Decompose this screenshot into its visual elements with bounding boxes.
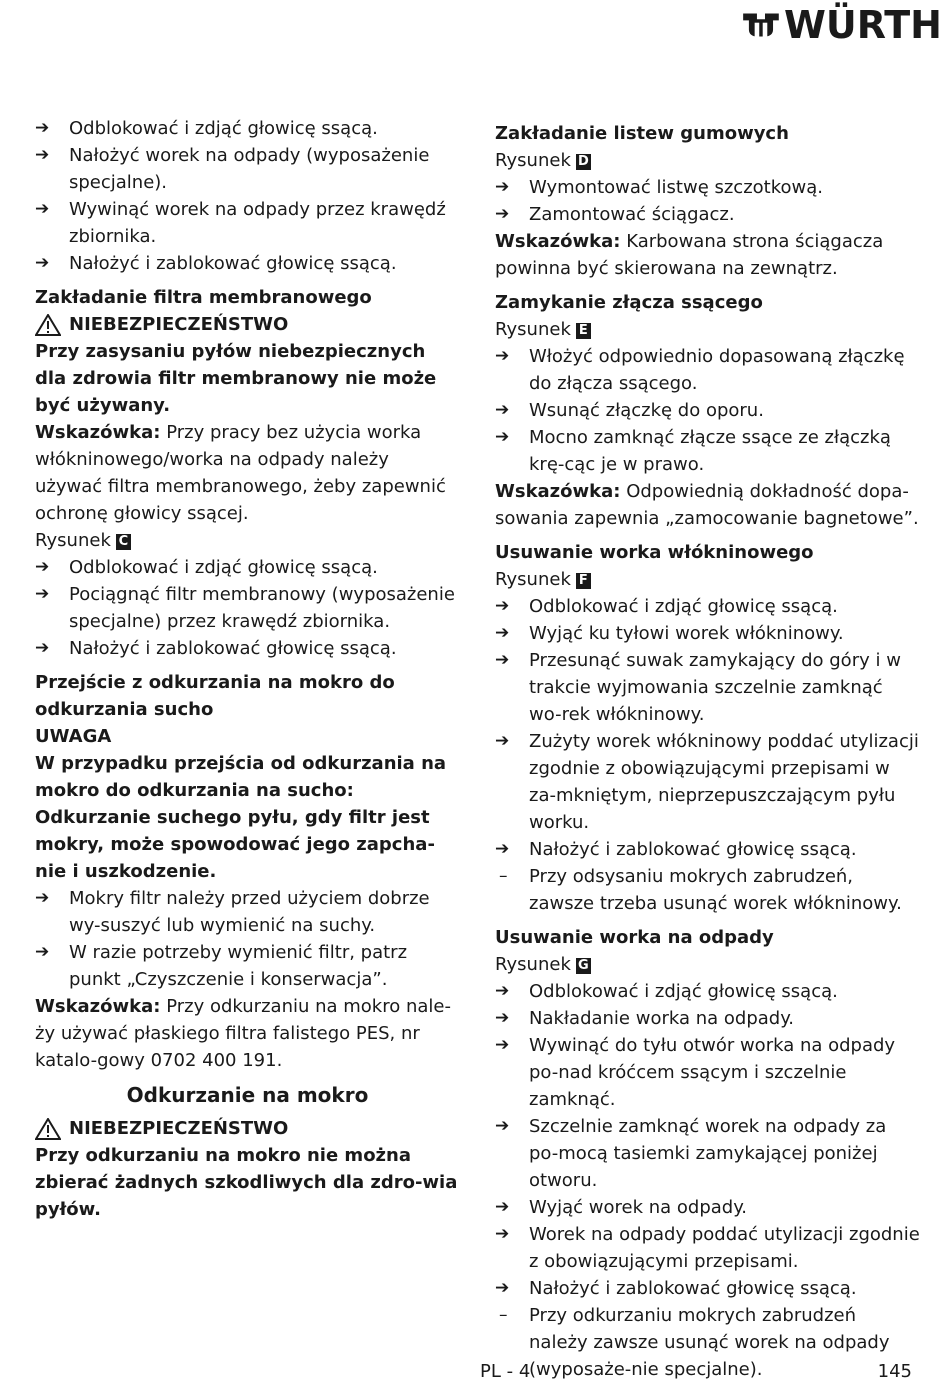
list-item: ➔ Pociągnąć filtr membranowy (wyposażenie specjalne) przez krawędź zbiornika. xyxy=(35,581,460,635)
arrow-icon: ➔ xyxy=(35,145,50,165)
list-item: – Przy odkurzaniu mokrych zabrudzeń należy zawsze usunąć worek na odpady (wyposaże-nie specjalne). xyxy=(495,1302,920,1383)
arrow-icon: ➔ xyxy=(495,623,510,643)
note: Wskazówka: Karbowana strona ściągacza powinna być skierowana na zewnątrz. xyxy=(495,231,884,279)
arrow-icon: ➔ xyxy=(495,650,510,670)
arrow-icon: ➔ xyxy=(35,888,50,908)
arrow-icon: ➔ xyxy=(495,427,510,447)
section-title-wet-to-dry: Przejście z odkurzania na mokro do odkurzania sucho xyxy=(35,672,395,720)
arrow-icon: ➔ xyxy=(495,1278,510,1298)
list-item: ➔ W razie potrzeby wymienić filtr, patrz punkt „Czyszczenie i konserwacja”. xyxy=(35,939,460,993)
note: Wskazówka: Przy odkurzaniu na mokro nale-ży używać płaskiego filtra falistego PES, nr katalo-gowy 0702 400 191. xyxy=(35,996,451,1071)
page-number: 145 xyxy=(877,1361,912,1382)
list-item: ➔ Odblokować i zdjąć głowicę ssącą. xyxy=(35,554,460,581)
arrow-icon: ➔ xyxy=(495,981,510,1001)
right-column xyxy=(495,120,920,1383)
arrow-icon: ➔ xyxy=(495,1224,510,1244)
list-item: ➔ Wywinąć worek na odpady przez krawędź zbiornika. xyxy=(35,196,460,250)
list-item: ➔ Wywinąć do tyłu otwór worka na odpady po-nad króćcem ssącym i szczelnie zamknąć. xyxy=(495,1032,920,1113)
arrow-icon: ➔ xyxy=(495,1035,510,1055)
figure-ref: Rysunek D xyxy=(495,147,920,174)
list-item: ➔ Nałożyć i zablokować głowicę ssącą. xyxy=(495,1275,920,1302)
figure-badge: C xyxy=(116,534,131,550)
arrow-icon: ➔ xyxy=(35,199,50,219)
figure-ref: Rysunek F xyxy=(495,566,920,593)
section-title-fleece-bag: Usuwanie worka włókninowego xyxy=(495,542,814,563)
list-item: ➔ Włożyć odpowiednio dopasowaną złączkę do złącza ssącego. xyxy=(495,343,920,397)
arrow-icon: ➔ xyxy=(35,557,50,577)
steps-list-3 xyxy=(35,885,460,993)
list-item: – Przy odsysaniu mokrych zabrudzeń, zawsze trzeba usunąć worek włókninowy. xyxy=(495,863,920,917)
list-item: ➔ Zamontować ściągacz. xyxy=(495,201,920,228)
list-item: ➔ Nałożyć i zablokować głowicę ssącą. xyxy=(495,836,920,863)
caution-heading: UWAGA xyxy=(35,726,112,747)
note: Wskazówka: Odpowiednią dokładność dopa-sowania zapewnia „zamocowanie bagnetowe”. xyxy=(495,481,919,529)
list-item: ➔ Mocno zamknąć złącze ssące ze złączką krę-cąc je w prawo. xyxy=(495,424,920,478)
arrow-icon: ➔ xyxy=(495,1008,510,1028)
steps-list-1 xyxy=(35,115,460,277)
danger-heading: NIEBEZPIECZEŃSTWO xyxy=(35,311,460,338)
danger-heading: NIEBEZPIECZEŃSTWO xyxy=(35,1115,460,1142)
arrow-icon: ➔ xyxy=(35,942,50,962)
note: Wskazówka: Przy pracy bez użycia worka włókninowego/worka na odpady należy używać filtra membranowego, żeby zapewnić ochronę głowicy ssącej. xyxy=(35,422,446,524)
list-item: ➔ Nałożyć worek na odpady (wyposażenie specjalne). xyxy=(35,142,460,196)
list-item: ➔ Nałożyć i zablokować głowicę ssącą. xyxy=(35,635,460,662)
dash-bullet: – xyxy=(499,866,508,886)
list-item: ➔ Wsunąć złączkę do oporu. xyxy=(495,397,920,424)
figure-badge: D xyxy=(576,154,591,170)
arrow-icon: ➔ xyxy=(495,839,510,859)
wurth-logo xyxy=(742,2,942,48)
list-item: ➔ Odblokować i zdjąć głowicę ssącą. xyxy=(495,593,920,620)
list-item: ➔ Mokry filtr należy przed użyciem dobrze wy-suszyć lub wymienić na suchy. xyxy=(35,885,460,939)
arrow-icon: ➔ xyxy=(495,177,510,197)
footer-section-number: PL - 4 xyxy=(480,1361,531,1382)
list-item: ➔ Wyjąć worek na odpady. xyxy=(495,1194,920,1221)
arrow-icon: ➔ xyxy=(495,596,510,616)
arrow-icon: ➔ xyxy=(35,638,50,658)
list-item: ➔ Nałożyć i zablokować głowicę ssącą. xyxy=(35,250,460,277)
arrow-icon: ➔ xyxy=(35,584,50,604)
danger-text: Przy zasysaniu pyłów niebezpiecznych dla zdrowia filtr membranowy nie może być używany. xyxy=(35,341,437,416)
list-item: ➔ Worek na odpady poddać utylizacji zgodnie z obowiązującymi przepisami. xyxy=(495,1221,920,1275)
steps-list-2 xyxy=(35,554,460,662)
arrow-icon: ➔ xyxy=(495,400,510,420)
section-title-membrane-filter: Zakładanie filtra membranowego xyxy=(35,287,372,308)
arrow-icon: ➔ xyxy=(495,731,510,751)
left-column xyxy=(35,115,460,1223)
danger-text: Przy odkurzaniu na mokro nie można zbierać żadnych szkodliwych dla zdro-wia pyłów. xyxy=(35,1145,458,1220)
list-item: ➔ Wyjąć ku tyłowi worek włókninowy. xyxy=(495,620,920,647)
list-item: ➔ Nakładanie worka na odpady. xyxy=(495,1005,920,1032)
figure-badge: F xyxy=(576,573,591,589)
figure-ref: Rysunek E xyxy=(495,316,920,343)
section-title-rubber-strips: Zakładanie listew gumowych xyxy=(495,123,789,144)
arrow-icon: ➔ xyxy=(495,204,510,224)
arrow-icon: ➔ xyxy=(495,1197,510,1217)
figure-badge: G xyxy=(576,958,591,974)
caution-text: W przypadku przejścia od odkurzania na mokro do odkurzania na sucho: Odkurzanie suchego pyłu, gdy filtr jest mokry, może spowodować jego zapcha-nie i uszkodzenie. xyxy=(35,753,447,882)
warning-triangle-icon xyxy=(35,314,61,336)
list-item: ➔ Odblokować i zdjąć głowicę ssącą. xyxy=(495,978,920,1005)
figure-ref: Rysunek C xyxy=(35,527,460,554)
arrow-icon: ➔ xyxy=(495,346,510,366)
section-title-suction-port: Zamykanie złącza ssącego xyxy=(495,292,763,313)
warning-triangle-icon xyxy=(35,1118,61,1140)
list-item: ➔ Szczelnie zamknąć worek na odpady za po-mocą tasiemki zamykającej poniżej otworu. xyxy=(495,1113,920,1194)
arrow-icon: ➔ xyxy=(495,1116,510,1136)
dash-bullet: – xyxy=(499,1305,508,1325)
arrow-icon: ➔ xyxy=(35,253,50,273)
list-item: ➔ Wymontować listwę szczotkową. xyxy=(495,174,920,201)
figure-badge: E xyxy=(576,323,591,339)
arrow-icon: ➔ xyxy=(35,118,50,138)
brand-name: WÜRTH xyxy=(783,3,942,47)
section-title-waste-bag: Usuwanie worka na odpady xyxy=(495,927,774,948)
section-title-wet-vacuuming: Odkurzanie na mokro xyxy=(126,1083,369,1107)
list-item: ➔ Zużyty worek włókninowy poddać utylizacji zgodnie z obowiązującymi przepisami w za-mkniętym, nieprzepuszczającym pyłu worku. xyxy=(495,728,920,836)
list-item: ➔ Przesunąć suwak zamykający do góry i w trakcie wyjmowania szczelnie zamknąć wo-rek włókninowy. xyxy=(495,647,920,728)
figure-ref: Rysunek G xyxy=(495,951,920,978)
wurth-emblem-icon xyxy=(742,3,780,47)
list-item: ➔ Odblokować i zdjąć głowicę ssącą. xyxy=(35,115,460,142)
